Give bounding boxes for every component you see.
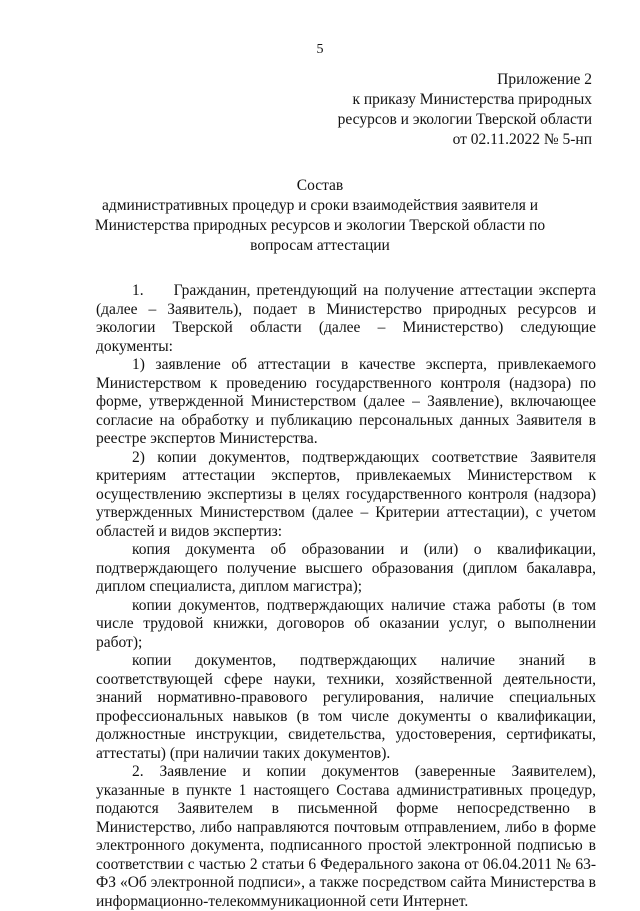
paragraph: 1. Гражданин, претендующий на получение аттестации эксперта (далее – Заявитель), подает в Министерство природных ресурсов и экологии Тверской области (далее – Министерство) следующие документы: — [96, 282, 596, 355]
appendix-line: к приказу Министерства природных — [352, 91, 592, 108]
document-body — [96, 282, 596, 911]
title-line: Министерства природных ресурсов и экологии Тверской области по — [94, 217, 546, 234]
page-number: 5 — [316, 42, 324, 57]
appendix-line: Приложение 2 — [497, 71, 592, 88]
appendix-line: от 02.11.2022 № 5-нп — [452, 131, 592, 148]
document-title — [60, 176, 580, 256]
appendix-header — [262, 70, 592, 150]
paragraph: 2. Заявление и копии документов (заверенные Заявителем), указанные в пункте 1 настоящего Состава административных процедур, подаются Заявителем в письменной форме непосредственно в Министерство, либо направляются почтовым отправлением, либо в форме электронного документа, подписанного простой электронной подписью в соответствии с частью 2 статьи 6 Федерального закона от 06.04.2011 № 63-ФЗ «Об электронной подписи», а также посредством сайта Министерства в информационно-телекоммуникационной сети Интернет. — [96, 763, 596, 910]
title-line: Состав — [296, 177, 344, 194]
paragraph: 1) заявление об аттестации в качестве эксперта, привлекаемого Министерством к проведению государственного контроля (надзора) по форме, утвержденной Министерством (далее – Заявление), включающее согласие на обработку и публикацию персональных данных Заявителя в реестре экспертов Министерства. — [96, 356, 596, 447]
title-line: вопросам аттестации — [250, 237, 390, 254]
paragraph: копии документов, подтверждающих наличие знаний в соответствующей сфере науки, техники, хозяйственной деятельности, знаний нормативно-правового регулирования, наличие специальных профессиональных навыков (в том числе документы о квалификации, должностные инструкции, свидетельства, удостоверения, сертификаты, аттестаты) (при наличии таких документов). — [96, 652, 596, 762]
appendix-line: ресурсов и экологии Тверской области — [337, 111, 592, 128]
paragraph: 2) копии документов, подтверждающих соответствие Заявителя критериям аттестации экспертов, привлекаемых Министерством к осуществлению экспертизы в целях государственного контроля (надзора) утвержденных Министерством (далее – Критерии аттестации), с учетом областей и видов экспертиз: — [96, 448, 596, 540]
paragraph: копии документов, подтверждающих наличие стажа работы (в том числе трудовой книжки, договоров об оказании услуг, о выполнении работ); — [96, 596, 596, 651]
paragraph: копия документа об образовании и (или) о квалификации, подтверждающего получение высшего образования (диплом бакалавра, диплом специалиста, диплом магистра); — [96, 541, 596, 595]
title-line: административных процедур и сроки взаимодействия заявителя и — [101, 197, 539, 214]
